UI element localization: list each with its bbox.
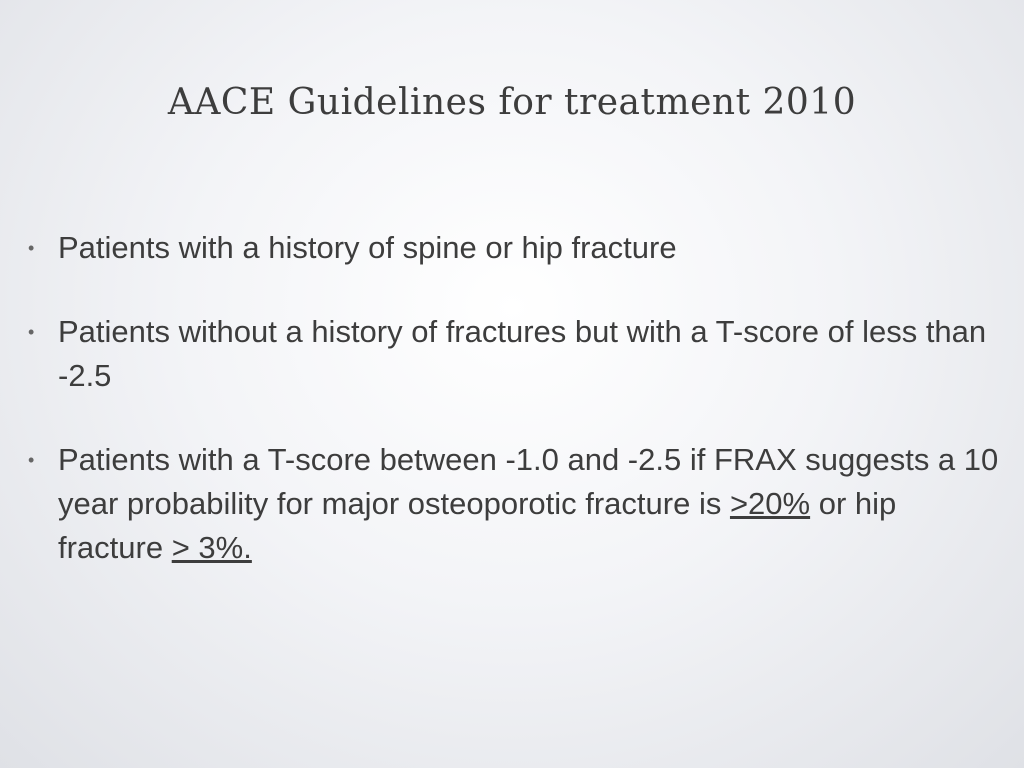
- bullet-item: [28, 226, 1003, 270]
- slide-title: AACE Guidelines for treatment 2010: [167, 82, 857, 123]
- bullet-text: Patients without a history of fractures but with a T-score of less than -2.5: [58, 314, 987, 393]
- bullet-text: [58, 442, 998, 565]
- bullet-item: [28, 438, 1003, 570]
- bullet-text-part: or hip fracture: [58, 486, 897, 565]
- bullet-icon: •: [28, 322, 35, 342]
- bullet-text: Patients with a history of spine or hip fracture: [58, 230, 677, 265]
- bullet-icon: •: [28, 450, 35, 470]
- underlined-threshold-major: >20%: [729, 486, 811, 521]
- bullet-icon: •: [28, 238, 35, 258]
- bullet-list: [28, 226, 1003, 610]
- underlined-threshold-hip: > 3%.: [171, 530, 252, 565]
- bullet-item: [28, 310, 1003, 398]
- bullet-text-part: Patients with a T-score between -1.0 and -2.5 if FRAX suggests a 10 year probability for major osteoporotic fracture is: [58, 442, 999, 521]
